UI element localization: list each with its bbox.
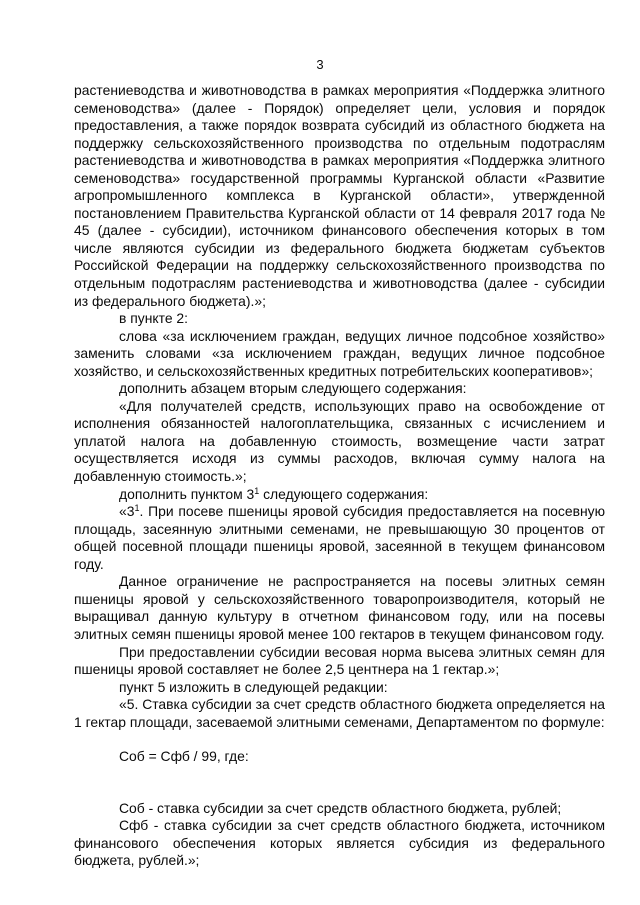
paragraph-vat-exemption: «Для получателей средств, использующих право на освобождение от исполнения обязанностей налогоплательщика, связанных с исчислением и уплатой налога на добавленную стоимость, возмещение части затрат осуществляется исходя из суммы расходов, включая сумму налога на добавленную стоимость.»; (74, 397, 605, 485)
paragraph-add-second-subparagraph: дополнить абзацем вторым следующего содержания: (119, 380, 467, 397)
text-segment: «3 (119, 503, 135, 520)
paragraph-restriction-exception: Данное ограничение не распространяется на посевы элитных семян пшеницы яровой у сельскохозяйственного товаропроизводителя, который не выращивал данную культуру в отчетном финансовом году, или на посевы элитных семян пшеницы яровой менее 100 гектаров в текущем финансовом году. (74, 573, 605, 642)
superscript: 1 (134, 503, 140, 514)
paragraph-in-point-2: в пункте 2: (119, 310, 188, 327)
document-body (74, 82, 605, 870)
paragraph-add-point-3-1 (74, 486, 605, 504)
text-segment: следующего содержания: (259, 485, 429, 502)
formula-definition-sfb: Сфб - ставка субсидии за счет средств областного бюджета, источником финансового обеспечения которых является субсидия из федерального бюджета, рублей.»; (74, 817, 605, 869)
paragraph-subsidy-rate-formula-intro: «5. Ставка субсидии за счет средств областного бюджета определяется на 1 гектар площади, засеваемой элитными семенами, Департаментом по формуле: (74, 696, 605, 730)
formula-definition-sob: Соб - ставка субсидии за счет средств областного бюджета, рублей; (119, 799, 562, 816)
page-number: 3 (316, 57, 324, 72)
text-segment: дополнить пунктом 3 (119, 485, 255, 502)
paragraph-point-3-1-text (74, 503, 605, 573)
superscript: 1 (254, 485, 260, 496)
paragraph-replace-words: слова «за исключением граждан, ведущих личное подсобное хозяйство» заменить словами «за исключением граждан, ведущих личное подсобное хозяйство, и сельскохозяйственных кредитных потребительских кооперативов»; (74, 327, 605, 379)
text-segment: . При посеве пшеницы яровой субсидия предоставляется на посевную площадь, засеянную элитными семенами, не превышающую 30 процентов от общей посевной площади пшеницы яровой, засеянной в текущем финансовом году. (74, 503, 605, 572)
formula: Соб = Сфб / 99, где: (119, 748, 249, 765)
paragraph-procedure-purpose: растениеводства и животноводства в рамках мероприятия «Поддержка элитного семеноводства» (далее - Порядок) определяет цели, условия и порядок предоставления, а также порядок возврата субсидий из областного бюджета на поддержку сельскохозяйственного производства по отдельным подотраслям растениеводства и животноводства в рамках мероприятия «Поддержка элитного семеноводства» государственной программы Курганской области «Развитие агропромышленного комплекса в Курганской области», утвержденной постановлением Правительства Курганской области от 14 февраля 2017 года № 45 (далее - субсидии), источником финансового обеспечения которых в том числе являются субсидии из федерального бюджета бюджетам субъектов Российской Федерации на поддержку сельскохозяйственного производства по отдельным подотраслям растениеводства и животноводства (далее - субсидии из федерального бюджета).»; (74, 82, 605, 309)
paragraph-seeding-rate: При предоставлении субсидии весовая норма высева элитных семян для пшеницы яровой составляет не более 2,5 центнера на 1 гектар.»; (74, 643, 605, 678)
paragraph-point-5-new-edition: пункт 5 изложить в следующей редакции: (119, 678, 388, 695)
